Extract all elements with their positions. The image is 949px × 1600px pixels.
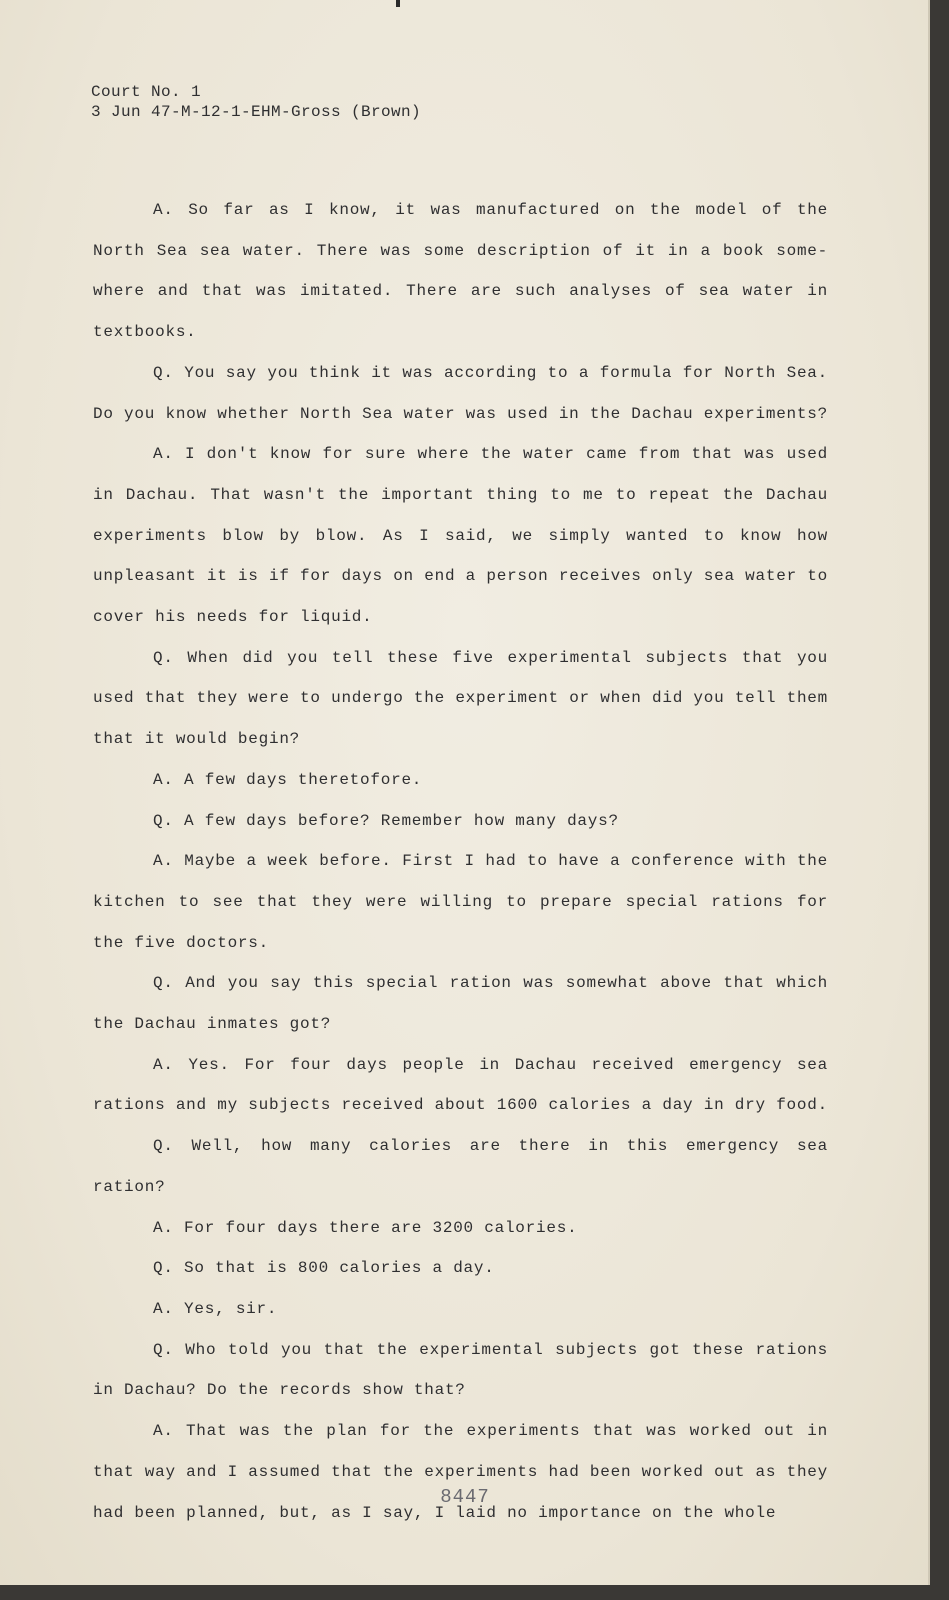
transcript-paragraph: Q. Who told you that the experimental subjects got these rations in Dachau? Do the records show that? — [93, 1340, 828, 1400]
transcript-paragraph: Q. So that is 800 calories a day. — [153, 1259, 495, 1278]
transcript-paragraph: Q. A few days before? Remember how many days? — [153, 811, 619, 830]
transcript-paragraph: A. That was the plan for the experiments that was worked out in that way and I assumed that the experiments had been worked out as they had been planned, but, as I say, I laid no importance on the whole — [93, 1422, 828, 1522]
transcript-paragraph: Q. Well, how many calories are there in this emergency sea ration? — [93, 1137, 828, 1196]
court-number: Court No. 1 — [91, 83, 202, 101]
transcript-paragraph: A. Yes. For four days people in Dachau received emergency sea rations and my subjects received about 1600 calories a day in dry food. — [93, 1055, 828, 1115]
document-header — [91, 82, 421, 122]
session-reference: 3 Jun 47-M-12-1-EHM-Gross (Brown) — [91, 103, 422, 121]
binding-mark — [396, 0, 400, 7]
transcript-paragraph: A. I don't know for sure where the water came from that was used in Dachau. That wasn't the important thing to me to repeat the Dachau experiments blow by blow. As I said, we simply wanted to know how unpleasant it is if for days on end a person receives only sea water to cover his needs for liquid. — [93, 445, 828, 627]
transcript-body — [93, 190, 828, 1533]
transcript-paragraph: A. So far as I know, it was manufactured on the model of the North Sea sea water. There was some description of it in a book some-where and that was imitated. There are such analyses of sea water in textbooks. — [93, 201, 828, 342]
page-number: 8447 — [440, 1486, 490, 1508]
transcript-paragraph: A. For four days there are 3200 calories. — [153, 1218, 578, 1237]
transcript-paragraph: Q. You say you think it was according to a formula for North Sea. Do you know whether North Sea water was used in the Dachau experiments? — [93, 363, 828, 423]
transcript-paragraph: Q. When did you tell these five experimental subjects that you used that they were to undergo the experiment or when did you tell them that it would begin? — [93, 648, 828, 749]
transcript-paragraph: A. A few days theretofore. — [153, 770, 423, 789]
transcript-paragraph: A. Yes, sir. — [153, 1299, 278, 1318]
transcript-paragraph: A. Maybe a week before. First I had to have a conference with the kitchen to see that they were willing to prepare special rations for the five doctors. — [93, 852, 828, 952]
transcript-paragraph: Q. And you say this special ration was somewhat above that which the Dachau inmates got? — [93, 974, 828, 1034]
